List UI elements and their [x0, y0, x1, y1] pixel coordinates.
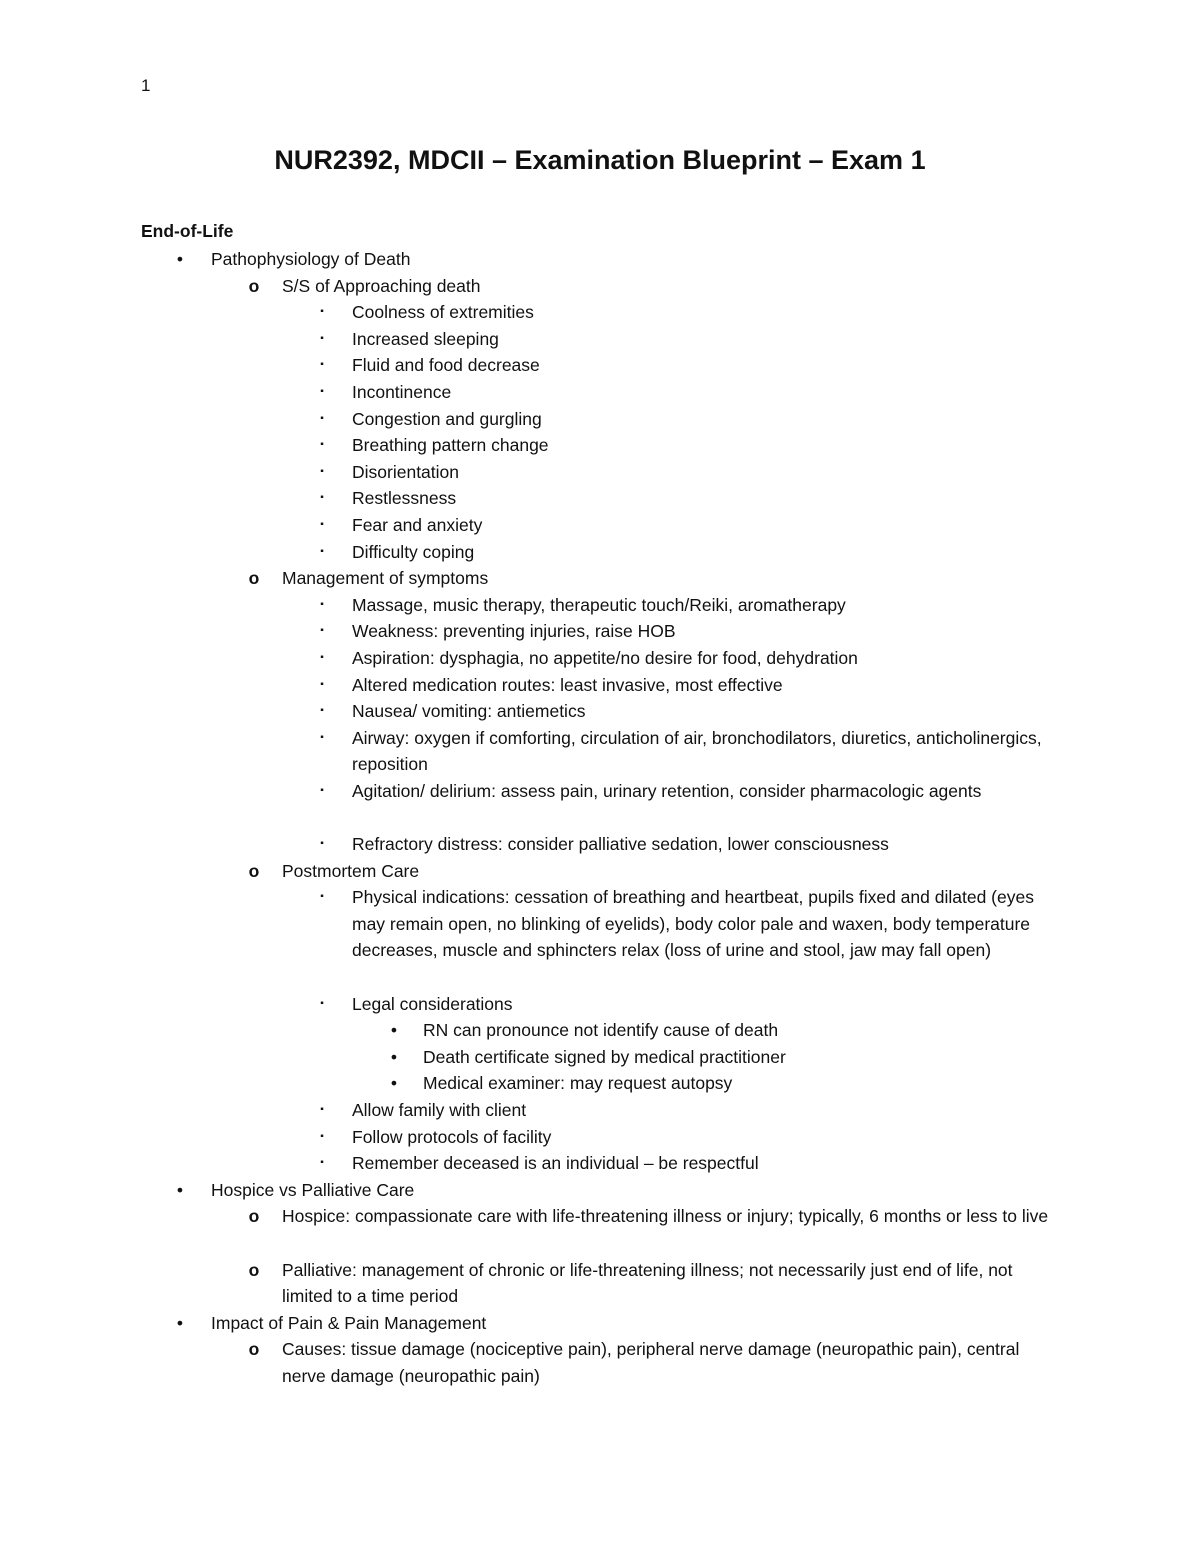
- list-item-text: Refractory distress: consider palliative sedation, lower consciousness: [352, 834, 889, 855]
- list-item: [0, 459, 1200, 486]
- list-marker: ▪: [320, 439, 324, 451]
- list-item-text: Impact of Pain & Pain Management: [211, 1312, 487, 1333]
- list-marker: ▪: [320, 465, 324, 477]
- list-item-text: Fear and anxiety: [352, 514, 483, 535]
- list-marker: o: [248, 275, 260, 296]
- list-marker: ▪: [320, 332, 324, 344]
- outline-list: [0, 246, 1200, 1390]
- list-item: [0, 672, 1200, 699]
- list-item: [0, 1177, 1200, 1204]
- list-item: [0, 406, 1200, 433]
- list-item: [0, 831, 1200, 858]
- list-marker: ▪: [320, 731, 324, 743]
- list-item-text: Causes: tissue damage (nociceptive pain), peripheral nerve damage (neuropathic pain), central nerve damage (neuropathic pain): [282, 1339, 1020, 1386]
- list-marker: ▪: [320, 306, 324, 318]
- list-item-text: Death certificate signed by medical practitioner: [423, 1046, 786, 1067]
- list-marker: •: [390, 1046, 398, 1067]
- list-item-text: Agitation/ delirium: assess pain, urinary retention, consider pharmacologic agents: [352, 780, 982, 801]
- list-marker: ▪: [320, 598, 324, 610]
- list-item: [0, 884, 1200, 990]
- list-item: [0, 539, 1200, 566]
- list-item: [0, 1150, 1200, 1177]
- list-item-text: Medical examiner: may request autopsy: [423, 1073, 733, 1094]
- list-item: [0, 352, 1200, 379]
- list-marker: o: [248, 860, 260, 881]
- list-marker: o: [248, 1206, 260, 1227]
- list-item: [0, 1257, 1200, 1310]
- list-item-text: S/S of Approaching death: [282, 275, 481, 296]
- list-item-text: Nausea/ vomiting: antiemetics: [352, 701, 586, 722]
- list-item-text: Hospice vs Palliative Care: [211, 1179, 415, 1200]
- list-item-text: Allow family with client: [352, 1100, 527, 1121]
- list-item-text: Legal considerations: [352, 993, 513, 1014]
- list-item-text: Pathophysiology of Death: [211, 249, 411, 269]
- list-item: [0, 592, 1200, 619]
- list-marker: •: [176, 249, 184, 269]
- list-item: [0, 512, 1200, 539]
- list-marker: ▪: [320, 518, 324, 530]
- list-item-text: Aspiration: dysphagia, no appetite/no desire for food, dehydration: [352, 647, 858, 668]
- list-marker: ▪: [320, 838, 324, 850]
- list-marker: ▪: [320, 1130, 324, 1142]
- list-item: [0, 379, 1200, 406]
- list-item-text: Physical indications: cessation of breathing and heartbeat, pupils fixed and dilated (eyes may remain open, no blinking of eyelids), body color pale and waxen, body temperature decreases, muscle and sphincters relax (loss of urine and stool, jaw may fall open): [352, 887, 1034, 961]
- list-item: [0, 725, 1200, 778]
- list-item: [0, 991, 1200, 1018]
- list-marker: ▪: [320, 1104, 324, 1116]
- list-marker: •: [176, 1312, 184, 1333]
- section-heading: End-of-Life: [141, 221, 234, 241]
- list-item-text: Weakness: preventing injuries, raise HOB: [352, 621, 676, 642]
- list-item-text: Breathing pattern change: [352, 435, 549, 456]
- list-item-text: Incontinence: [352, 381, 452, 402]
- page-number: 1: [141, 76, 151, 95]
- list-item: [0, 1097, 1200, 1124]
- list-item-text: Management of symptoms: [282, 568, 489, 589]
- list-marker: o: [248, 1339, 260, 1360]
- list-item-text: Coolness of extremities: [352, 302, 534, 323]
- list-item-text: Difficulty coping: [352, 541, 475, 562]
- list-marker: ▪: [320, 891, 324, 903]
- list-item: [0, 432, 1200, 459]
- list-marker: •: [390, 1073, 398, 1094]
- list-item: [0, 645, 1200, 672]
- list-item: [0, 1017, 1200, 1044]
- list-item-text: Follow protocols of facility: [352, 1126, 552, 1147]
- list-marker: ▪: [320, 492, 324, 504]
- list-item-text: Remember deceased is an individual – be respectful: [352, 1153, 759, 1174]
- list-marker: ▪: [320, 545, 324, 557]
- list-marker: ▪: [320, 1157, 324, 1169]
- list-item: [0, 565, 1200, 592]
- list-item-text: Massage, music therapy, therapeutic touch/Reiki, aromatherapy: [352, 594, 846, 615]
- list-item-text: Restlessness: [352, 488, 457, 509]
- document-title: NUR2392, MDCII – Examination Blueprint – Exam 1: [274, 145, 926, 175]
- list-item: [0, 698, 1200, 725]
- list-item: [0, 858, 1200, 885]
- list-item: [0, 1044, 1200, 1071]
- list-item-text: Altered medication routes: least invasive, most effective: [352, 674, 783, 695]
- list-marker: o: [248, 568, 260, 589]
- list-marker: •: [390, 1020, 398, 1041]
- list-item-text: Congestion and gurgling: [352, 408, 542, 429]
- list-marker: ▪: [320, 705, 324, 717]
- list-marker: ▪: [320, 678, 324, 690]
- list-marker: ▪: [320, 625, 324, 637]
- list-item-text: Increased sleeping: [352, 328, 499, 349]
- list-item-text: Postmortem Care: [282, 860, 420, 881]
- list-item: [0, 778, 1200, 831]
- list-item-text: Fluid and food decrease: [352, 355, 540, 376]
- list-marker: ▪: [320, 385, 324, 397]
- list-item-text: Hospice: compassionate care with life-threatening illness or injury; typically, 6 months or less to live: [282, 1206, 1049, 1227]
- list-marker: ▪: [320, 651, 324, 663]
- list-item-text: Disorientation: [352, 461, 459, 482]
- list-item: [0, 246, 1200, 273]
- list-item-text: Airway: oxygen if comforting, circulation of air, bronchodilators, diuretics, anticholinergics, reposition: [352, 727, 1042, 775]
- list-marker: ▪: [320, 997, 324, 1009]
- list-item: [0, 273, 1200, 300]
- list-item: [0, 299, 1200, 326]
- list-item: [0, 1310, 1200, 1337]
- list-marker: ▪: [320, 359, 324, 371]
- list-item: [0, 1336, 1200, 1389]
- list-marker: ▪: [320, 412, 324, 424]
- list-item: [0, 326, 1200, 353]
- list-item-text: RN can pronounce not identify cause of death: [423, 1020, 779, 1041]
- list-item-text: Palliative: management of chronic or life-threatening illness; not necessarily just end of life, not limited to a time period: [282, 1259, 1013, 1307]
- list-item: [0, 1124, 1200, 1151]
- list-item: [0, 618, 1200, 645]
- list-marker: •: [176, 1179, 184, 1200]
- list-item: [0, 1070, 1200, 1097]
- list-item: [0, 485, 1200, 512]
- list-marker: ▪: [320, 784, 324, 796]
- list-marker: o: [248, 1259, 260, 1280]
- list-item: [0, 1203, 1200, 1256]
